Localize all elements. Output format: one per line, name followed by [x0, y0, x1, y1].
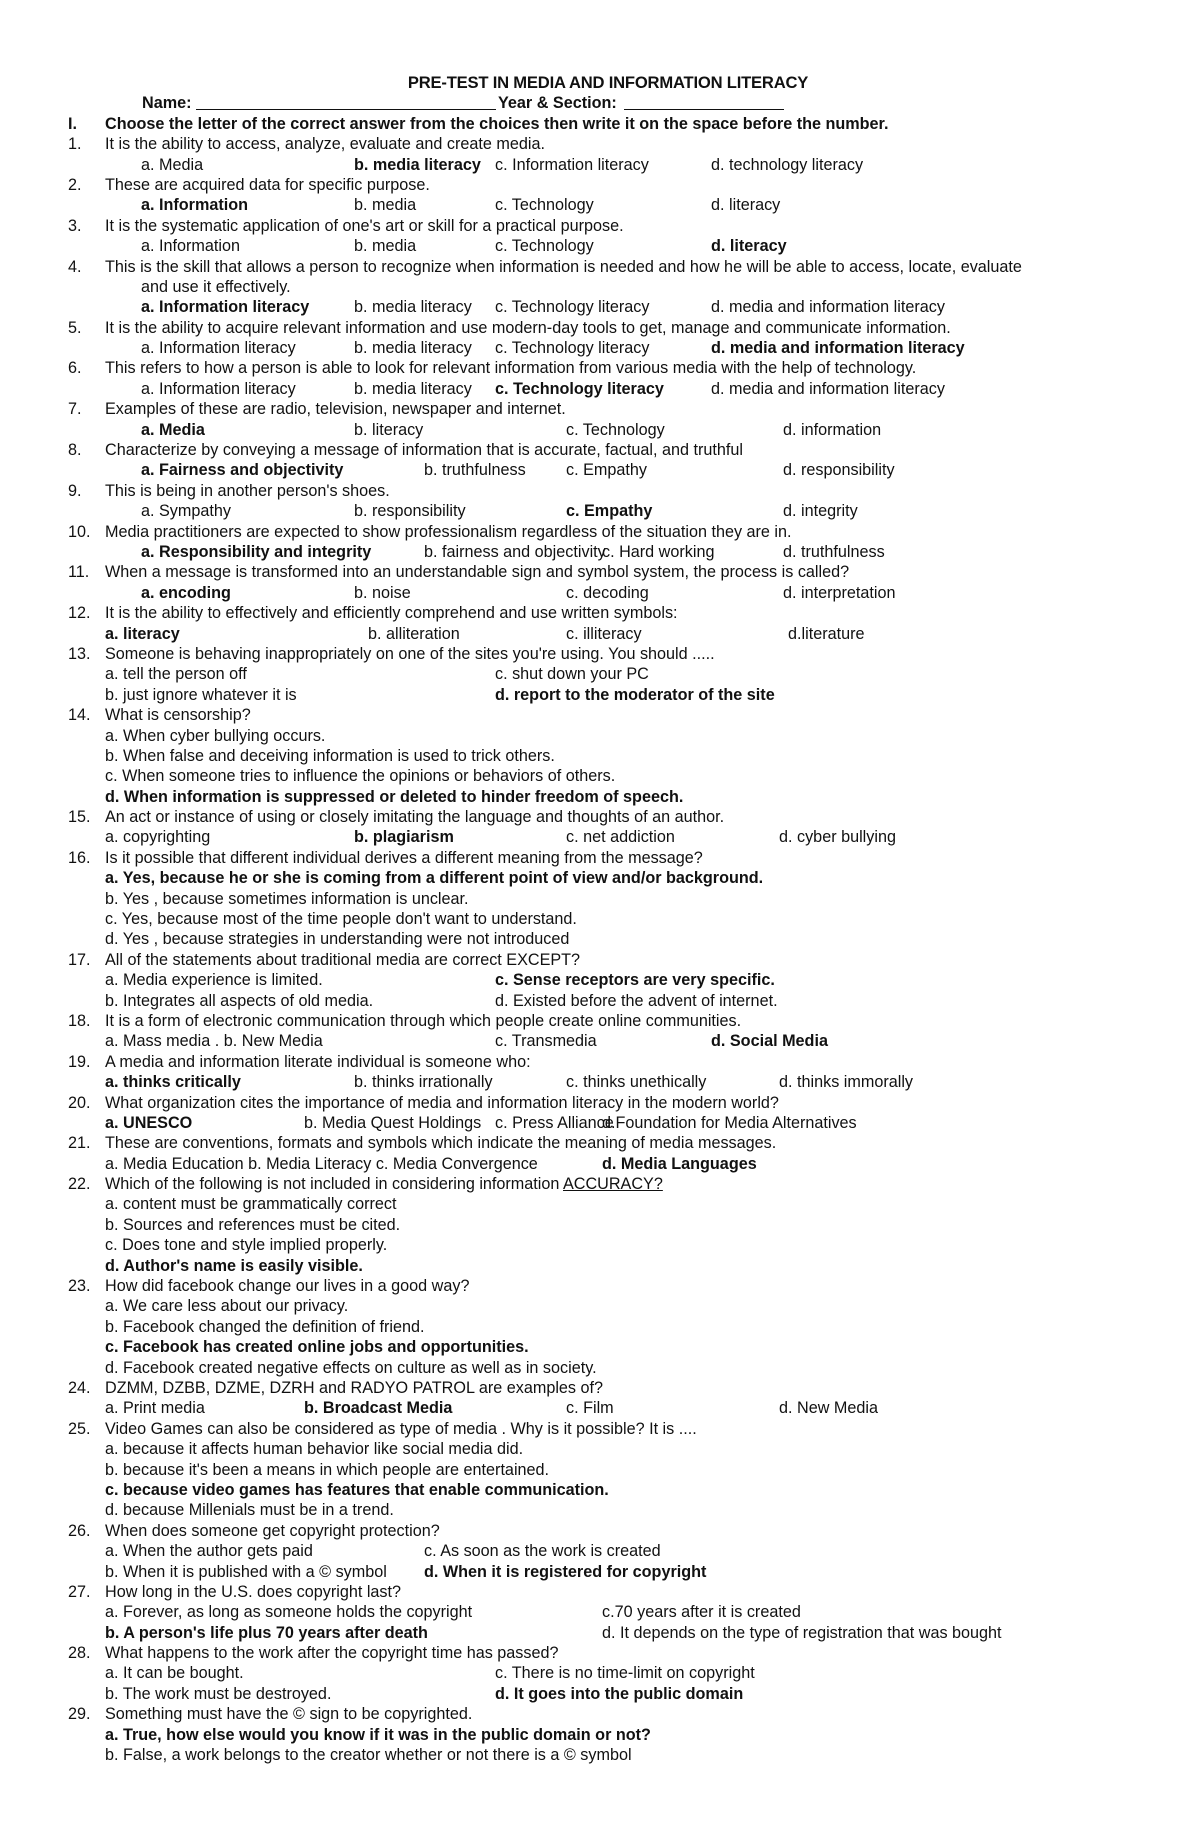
question-27-choices: [68, 1623, 1148, 1643]
answer-choice: d.Foundation for Media Alternatives: [602, 1113, 857, 1132]
answer-choice: b. Yes , because sometimes information is unclear.: [105, 889, 469, 908]
question-text: It is a form of electronic communication through which people create online communities.: [105, 1011, 742, 1030]
question-19-row: [68, 1052, 1148, 1072]
answer-choice: b. truthfulness: [424, 461, 526, 480]
question-number: 18.: [68, 1011, 91, 1030]
answer-choice: a. thinks critically: [105, 1073, 241, 1092]
name-label: Name:: [142, 94, 192, 113]
answer-choice: c. because video games has features that enable communication.: [105, 1480, 609, 1499]
question-16-row: [68, 848, 1148, 868]
question-list: [68, 134, 1148, 1765]
answer-choice: c. Hard working: [602, 542, 715, 561]
question-21-row: [68, 1133, 1148, 1153]
question-5-row: [68, 318, 1148, 338]
answer-choice: b. The work must be destroyed.: [105, 1684, 332, 1703]
answer-choice: a. Fairness and objectivity: [141, 461, 344, 480]
answer-choice: a. Information: [141, 237, 240, 256]
question-text: When does someone get copyright protection?: [105, 1521, 440, 1540]
answer-choice: a. Print media: [105, 1399, 205, 1418]
question-13-choices: [68, 685, 1148, 705]
question-10-choices: [68, 542, 1148, 562]
question-number: 23.: [68, 1277, 91, 1296]
answer-choice: d. Facebook created negative effects on culture as well as in society.: [105, 1358, 597, 1377]
answer-choice: d. Author's name is easily visible.: [105, 1256, 363, 1275]
question-22-row: [68, 1174, 1148, 1194]
question-text: An act or instance of using or closely imitating the language and thoughts of an author.: [105, 808, 725, 827]
question-16-choices: [68, 929, 1148, 949]
question-20-choices: [68, 1113, 1148, 1133]
question-25-row: [68, 1419, 1148, 1439]
question-number: 28.: [68, 1644, 91, 1663]
answer-choice: c. Information literacy: [495, 155, 649, 174]
question-number: 21.: [68, 1134, 91, 1153]
question-text: This is the skill that allows a person to recognize when information is needed and how he will be able to access, locate, evaluate: [105, 257, 1022, 276]
answer-choice: d. literacy: [711, 196, 781, 215]
question-15-choices: [68, 827, 1148, 847]
answer-choice: d. thinks immorally: [779, 1073, 914, 1092]
answer-choice: d. interpretation: [783, 583, 896, 602]
answer-choice: d. media and information literacy: [711, 298, 945, 317]
answer-choice: d. report to the moderator of the site: [495, 685, 775, 704]
question-4-row: [68, 257, 1148, 277]
answer-choice: a. It can be bought.: [105, 1664, 244, 1683]
question-14-choices: [68, 766, 1148, 786]
question-29-row: [68, 1704, 1148, 1724]
question-4-choices: [68, 297, 1148, 317]
name-section-row: [68, 93, 1148, 113]
question-number: 27.: [68, 1582, 91, 1601]
question-number: 20.: [68, 1093, 91, 1112]
question-number: 17.: [68, 950, 91, 969]
question-5-choices: [68, 338, 1148, 358]
answer-choice: a. content must be grammatically correct: [105, 1195, 397, 1214]
answer-choice: b. Facebook changed the definition of friend.: [105, 1317, 425, 1336]
question-24-row: [68, 1378, 1148, 1398]
question-14-row: [68, 705, 1148, 725]
question-text: Media practitioners are expected to show professionalism regardless of the situation they are in.: [105, 522, 792, 541]
answer-choice: a. literacy: [105, 624, 180, 643]
answer-choice: c. Empathy: [566, 461, 647, 480]
answer-choice: b. A person's life plus 70 years after death: [105, 1623, 428, 1642]
answer-choice: c. Technology literacy: [495, 298, 650, 317]
answer-choice: c. Technology: [495, 237, 594, 256]
question-16-choices: [68, 868, 1148, 888]
question-23-choices: [68, 1317, 1148, 1337]
question-25-choices: [68, 1500, 1148, 1520]
answer-choice: a. Media: [141, 155, 204, 174]
answer-choice: d. truthfulness: [783, 542, 885, 561]
answer-choice: b. because it's been a means in which people are entertained.: [105, 1460, 550, 1479]
question-27-row: [68, 1582, 1148, 1602]
question-number: 11.: [68, 563, 90, 582]
question-number: 16.: [68, 848, 91, 867]
question-number: 2.: [68, 175, 82, 194]
answer-choice: d. literacy: [711, 237, 787, 256]
answer-choice: b. When it is published with a © symbol: [105, 1562, 387, 1581]
instructions: Choose the letter of the correct answer from the choices then write it on the space before the number.: [105, 114, 889, 133]
question-14-choices: [68, 746, 1148, 766]
answer-choice: d. media and information literacy: [711, 379, 945, 398]
answer-choice: a. Information literacy: [141, 298, 310, 317]
question-text: Is it possible that different individual derives a different meaning from the message?: [105, 848, 703, 867]
answer-choice: d. Yes , because strategies in understanding were not introduced: [105, 930, 570, 949]
question-number: 10.: [68, 522, 91, 541]
question-10-row: [68, 522, 1148, 542]
answer-choice: a. Mass media . b. New Media: [105, 1032, 323, 1051]
question-22-choices: [68, 1215, 1148, 1235]
question-23-choices: [68, 1358, 1148, 1378]
question-text: This is being in another person's shoes.: [105, 481, 390, 500]
question-text: It is the systematic application of one's art or skill for a practical purpose.: [105, 216, 624, 235]
answer-choice: c. Empathy: [566, 502, 653, 521]
question-number: 24.: [68, 1379, 91, 1397]
answer-choice: a. Sympathy: [141, 502, 231, 521]
accuracy-underlined: ACCURACY?: [563, 1175, 663, 1194]
question-text: It is the ability to acquire relevant information and use modern-day tools to get, manage and communicate information.: [105, 318, 951, 337]
answer-choice: a. encoding: [141, 583, 231, 602]
question-number: 5.: [68, 318, 82, 337]
answer-choice: a. Information: [141, 196, 249, 215]
answer-choice: d. Media Languages: [602, 1154, 757, 1173]
question-25-choices: [68, 1480, 1148, 1500]
answer-choice: c. As soon as the work is created: [424, 1542, 661, 1561]
question-number: 12.: [68, 604, 91, 623]
answer-choice: d. Existed before the advent of internet.: [495, 991, 778, 1010]
name-blank: [196, 93, 496, 110]
question-number: 7.: [68, 400, 82, 419]
question-11-choices: [68, 583, 1148, 603]
question-25-choices: [68, 1460, 1148, 1480]
question-26-choices: [68, 1562, 1148, 1582]
answer-choice: a. We care less about our privacy.: [105, 1297, 349, 1316]
answer-choice: c. Does tone and style implied properly.: [105, 1236, 388, 1255]
part-number: I.: [68, 114, 77, 133]
answer-choice: b. fairness and objectivity: [424, 542, 606, 561]
answer-choice: c.70 years after it is created: [602, 1603, 801, 1622]
question-text: DZMM, DZBB, DZME, DZRH and RADYO PATROL are examples of?: [105, 1379, 604, 1397]
answer-choice: b. media literacy: [354, 155, 481, 174]
pretest-document: [68, 73, 1148, 1765]
answer-choice: b. responsibility: [354, 502, 466, 521]
answer-choice: a. When the author gets paid: [105, 1542, 313, 1561]
answer-choice: c. shut down your PC: [495, 665, 649, 684]
answer-choice: d. Social Media: [711, 1032, 828, 1051]
question-text: and use it effectively.: [141, 277, 291, 296]
answer-choice: d. technology literacy: [711, 155, 864, 174]
answer-choice: a. Media Education b. Media Literacy c. Media Convergence: [105, 1154, 538, 1173]
question-number: 4.: [68, 257, 82, 276]
question-text: When a message is transformed into an understandable sign and symbol system, the process is called?: [105, 563, 850, 582]
answer-choice: c. Facebook has created online jobs and opportunities.: [105, 1338, 529, 1357]
question-2-row: [68, 175, 1148, 195]
question-25-choices: [68, 1439, 1148, 1459]
answer-choice: d. integrity: [783, 502, 858, 521]
question-6-choices: [68, 379, 1148, 399]
question-24-choices: [68, 1398, 1148, 1418]
answer-choice: c. There is no time-limit on copyright: [495, 1664, 755, 1683]
answer-choice: c. Yes, because most of the time people don't want to understand.: [105, 910, 577, 929]
question-18-row: [68, 1011, 1148, 1031]
question-17-row: [68, 950, 1148, 970]
answer-choice: d. responsibility: [783, 461, 895, 480]
question-text: Something must have the © sign to be copyrighted.: [105, 1705, 473, 1724]
year-section-label: Year & Section:: [498, 94, 617, 113]
answer-choice: a. Information literacy: [141, 339, 296, 358]
question-number: 26.: [68, 1521, 91, 1540]
question-14-choices: [68, 787, 1148, 807]
answer-choice: b. media literacy: [354, 379, 472, 398]
answer-choice: d. because Millenials must be in a trend.: [105, 1501, 394, 1520]
question-7-row: [68, 399, 1148, 419]
question-1-choices: [68, 155, 1148, 175]
question-number: 3.: [68, 216, 82, 235]
question-21-choices: [68, 1154, 1148, 1174]
question-8-row: [68, 440, 1148, 460]
question-18-choices: [68, 1031, 1148, 1051]
answer-choice: c. Film: [566, 1399, 614, 1418]
question-text: These are acquired data for specific purpose.: [105, 175, 430, 194]
answer-choice: b. noise: [354, 583, 411, 602]
question-23-row: [68, 1276, 1148, 1296]
answer-choice: a. UNESCO: [105, 1113, 193, 1132]
question-16-choices: [68, 909, 1148, 929]
question-8-choices: [68, 460, 1148, 480]
question-number: 25.: [68, 1419, 91, 1438]
answer-choice: b. thinks irrationally: [354, 1073, 493, 1092]
instruction-row: [68, 114, 1148, 134]
question-text: It is the ability to effectively and efficiently comprehend and use written symbols:: [105, 604, 678, 623]
question-11-row: [68, 562, 1148, 582]
question-text: Someone is behaving inappropriately on one of the sites you're using. You should .....: [105, 644, 715, 663]
answer-choice: c. Technology literacy: [495, 379, 664, 398]
question-text: It is the ability to access, analyze, evaluate and create media.: [105, 135, 546, 154]
question-text: Examples of these are radio, television, newspaper and internet.: [105, 400, 566, 419]
question-22-choices: [68, 1194, 1148, 1214]
answer-choice: d. It depends on the type of registration that was bought: [602, 1623, 1002, 1642]
answer-choice: b. False, a work belongs to the creator whether or not there is a © symbol: [105, 1746, 632, 1765]
answer-choice: a. When cyber bullying occurs.: [105, 726, 326, 745]
question-20-row: [68, 1093, 1148, 1113]
question-text: Characterize by conveying a message of information that is accurate, factual, and truthful: [105, 441, 743, 460]
answer-choice: a. Yes, because he or she is coming from a different point of view and/or background.: [105, 869, 764, 888]
question-29-choices: [68, 1745, 1148, 1765]
question-number: 1.: [68, 135, 82, 154]
question-22-choices: [68, 1256, 1148, 1276]
question-number: 13.: [68, 644, 91, 663]
question-23-choices: [68, 1337, 1148, 1357]
question-number: 19.: [68, 1052, 91, 1071]
answer-choice: c. When someone tries to influence the opinions or behaviors of others.: [105, 767, 616, 786]
question-text: All of the statements about traditional media are correct EXCEPT?: [105, 950, 581, 969]
answer-choice: b. media: [354, 237, 417, 256]
answer-choice: b. Media Quest Holdings: [304, 1113, 482, 1132]
question-19-choices: [68, 1072, 1148, 1092]
question-12-choices: [68, 624, 1148, 644]
question-number: 9.: [68, 481, 82, 500]
answer-choice: b. alliteration: [368, 624, 460, 643]
answer-choice: d. It goes into the public domain: [495, 1684, 744, 1703]
answer-choice: d. media and information literacy: [711, 339, 965, 358]
answer-choice: a. Media experience is limited.: [105, 971, 323, 990]
document-title: PRE-TEST IN MEDIA AND INFORMATION LITERACY: [407, 73, 809, 92]
answer-choice: b. literacy: [354, 420, 424, 439]
question-28-choices: [68, 1663, 1148, 1683]
question-3-row: [68, 216, 1148, 236]
question-number: 29.: [68, 1705, 91, 1724]
question-3-choices: [68, 236, 1148, 256]
answer-choice: c. thinks unethically: [566, 1073, 707, 1092]
question-9-row: [68, 481, 1148, 501]
question-28-choices: [68, 1684, 1148, 1704]
answer-choice: a. copyrighting: [105, 828, 211, 847]
question-22-choices: [68, 1235, 1148, 1255]
question-13-choices: [68, 664, 1148, 684]
answer-choice: b. plagiarism: [354, 828, 454, 847]
answer-choice: a. Forever, as long as someone holds the copyright: [105, 1603, 473, 1622]
answer-choice: c. Technology: [566, 420, 665, 439]
answer-choice: b. Integrates all aspects of old media.: [105, 991, 374, 1010]
question-6-row: [68, 358, 1148, 378]
question-text: This refers to how a person is able to look for relevant information from various media with the help of technology.: [105, 359, 917, 378]
answer-choice: b. Sources and references must be cited.: [105, 1215, 401, 1234]
question-number: 15.: [68, 808, 91, 827]
question-number: 8.: [68, 441, 82, 460]
answer-choice: c. Technology: [495, 196, 594, 215]
question-13-row: [68, 644, 1148, 664]
answer-choice: c. net addiction: [566, 828, 675, 847]
question-2-choices: [68, 195, 1148, 215]
question-number: 22.: [68, 1175, 91, 1194]
question-text: These are conventions, formats and symbols which indicate the meaning of media messages.: [105, 1134, 777, 1153]
answer-choice: b. media literacy: [354, 298, 472, 317]
answer-choice: c. Technology literacy: [495, 339, 650, 358]
question-text: What happens to the work after the copyright time has passed?: [105, 1644, 559, 1663]
answer-choice: b. just ignore whatever it is: [105, 685, 297, 704]
question-16-choices: [68, 889, 1148, 909]
answer-choice: c. Transmedia: [495, 1032, 597, 1051]
answer-choice: c. illiteracy: [566, 624, 642, 643]
answer-choice: a. Media: [141, 420, 205, 439]
answer-choice: d. information: [783, 420, 882, 439]
question-text: How did facebook change our lives in a good way?: [105, 1277, 470, 1296]
answer-choice: b. When false and deceiving information is used to trick others.: [105, 746, 555, 765]
question-text: What organization cites the importance of media and information literacy in the modern world?: [105, 1093, 779, 1112]
question-4-text-cont: [68, 277, 1148, 297]
answer-choice: c. decoding: [566, 583, 649, 602]
question-27-choices: [68, 1602, 1148, 1622]
question-15-row: [68, 807, 1148, 827]
question-number: 14.: [68, 706, 91, 725]
question-14-choices: [68, 726, 1148, 746]
question-28-row: [68, 1643, 1148, 1663]
answer-choice: a. True, how else would you know if it was in the public domain or not?: [105, 1725, 651, 1744]
question-text: What is censorship?: [105, 706, 251, 725]
answer-choice: a. Responsibility and integrity: [141, 542, 372, 561]
answer-choice: d. When it is registered for copyright: [424, 1562, 707, 1581]
year-section-blank: [624, 93, 784, 110]
question-text: A media and information literate individual is someone who:: [105, 1052, 531, 1071]
question-26-row: [68, 1521, 1148, 1541]
answer-choice: a. because it affects human behavior like social media did.: [105, 1440, 524, 1459]
question-7-choices: [68, 420, 1148, 440]
answer-choice: b. media: [354, 196, 417, 215]
question-17-choices: [68, 991, 1148, 1011]
answer-choice: d. cyber bullying: [779, 828, 896, 847]
question-number: 6.: [68, 359, 82, 378]
question-1-row: [68, 134, 1148, 154]
answer-choice: b. Broadcast Media: [304, 1399, 453, 1418]
answer-choice: a. Information literacy: [141, 379, 296, 398]
answer-choice: c. Press Alliance: [495, 1113, 614, 1132]
answer-choice: a. tell the person off: [105, 665, 247, 684]
question-text: Which of the following is not included in considering information ACCURACY?: [105, 1175, 663, 1194]
answer-choice: c. Sense receptors are very specific.: [495, 971, 775, 990]
answer-choice: b. media literacy: [354, 339, 472, 358]
question-26-choices: [68, 1541, 1148, 1561]
question-9-choices: [68, 501, 1148, 521]
question-29-choices: [68, 1725, 1148, 1745]
question-text: Video Games can also be considered as type of media . Why is it possible? It is ....: [105, 1419, 697, 1438]
question-17-choices: [68, 970, 1148, 990]
answer-choice: d.literature: [788, 624, 865, 643]
question-text: How long in the U.S. does copyright last?: [105, 1582, 402, 1601]
question-12-row: [68, 603, 1148, 623]
answer-choice: d. When information is suppressed or deleted to hinder freedom of speech.: [105, 787, 684, 806]
answer-choice: d. New Media: [779, 1399, 878, 1418]
question-23-choices: [68, 1296, 1148, 1316]
